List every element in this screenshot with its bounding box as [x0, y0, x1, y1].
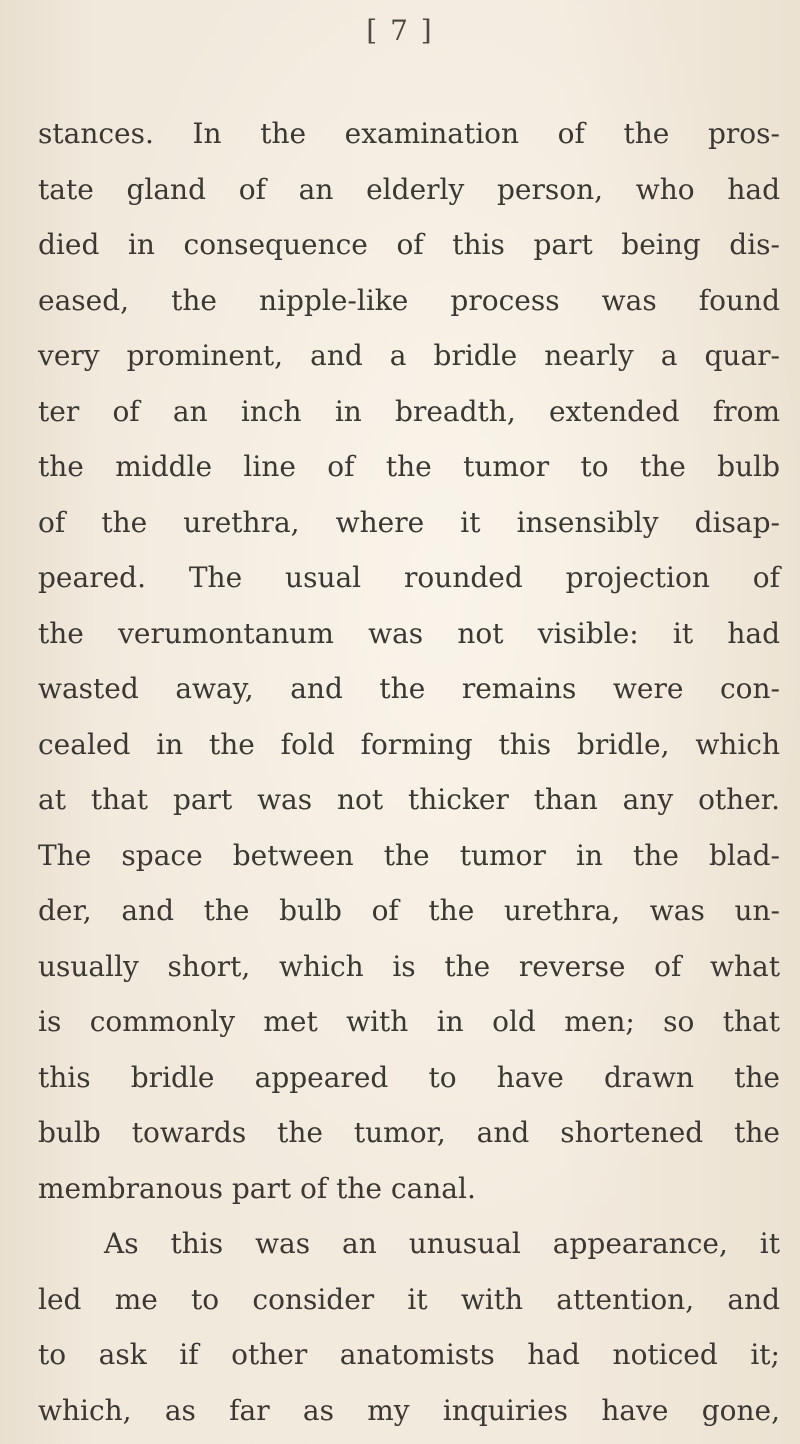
text-line: der, and the bulb of the urethra, was un-: [38, 894, 780, 927]
text-line: very prominent, and a bridle nearly a quar-: [38, 339, 780, 372]
text-line: cealed in the fold forming this bridle, which: [38, 727, 780, 761]
text-line: wasted away, and the remains were con-: [38, 672, 780, 705]
text-line: which, as far as my inquiries have gone,: [38, 1393, 780, 1427]
text-line: ter of an inch in breadth, extended from: [38, 394, 780, 428]
text-line: tate gland of an elderly person, who had: [38, 172, 780, 206]
text-line: usually short, which is the reverse of what: [38, 949, 780, 983]
page-number: [ 7 ]: [366, 14, 434, 47]
text-line: As this was an unusual appearance, it: [104, 1227, 780, 1260]
text-line: of the urethra, where it insensibly disap-: [38, 505, 780, 539]
text-line: eased, the nipple-like process was found: [38, 283, 780, 317]
text-line: led me to consider it with attention, and: [38, 1282, 780, 1316]
text-line: peared. The usual rounded projection of: [38, 561, 780, 594]
text-line: to ask if other anatomists had noticed it;: [38, 1338, 780, 1371]
text-line: at that part was not thicker than any other.: [38, 783, 780, 816]
text-line: the verumontanum was not visible: it had: [38, 616, 780, 650]
text-line: bulb towards the tumor, and shortened the: [38, 1116, 780, 1149]
text-line: is commonly met with in old men; so that: [38, 1005, 780, 1038]
text-line: The space between the tumor in the blad-: [38, 838, 780, 872]
text-line: membranous part of the canal.: [38, 1171, 476, 1205]
text-line: died in consequence of this part being dis-: [38, 228, 780, 261]
body-text: [38, 106, 780, 1438]
text-line: this bridle appeared to have drawn the: [38, 1060, 780, 1094]
text-line: the middle line of the tumor to the bulb: [38, 450, 780, 483]
text-line: stances. In the examination of the pros-: [38, 117, 780, 150]
